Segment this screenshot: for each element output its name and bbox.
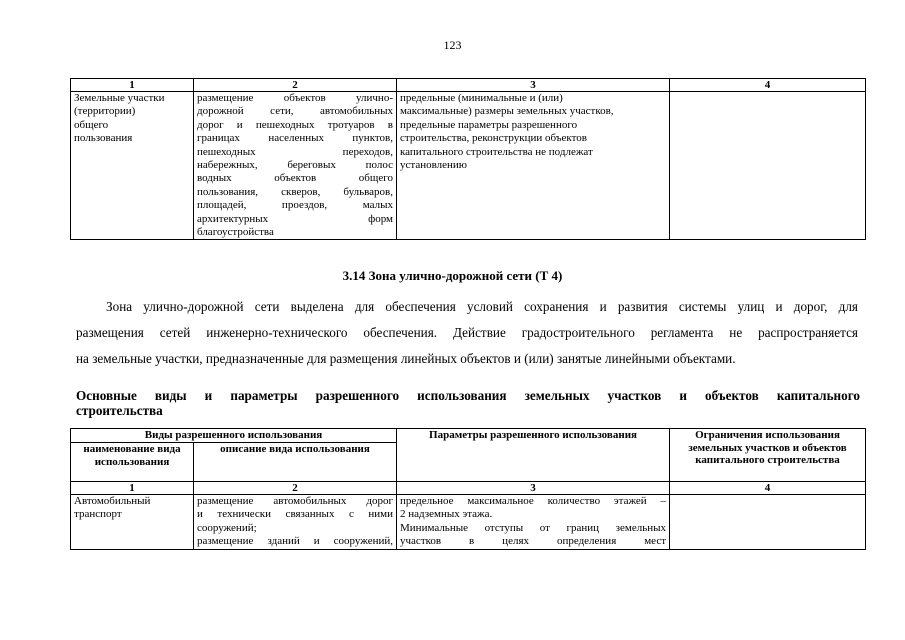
cell-line: размещение зданий и сооружений, bbox=[197, 535, 394, 548]
cell-line: установлению bbox=[400, 159, 468, 172]
paragraph-line: размещения сетей инженерно-технического обеспечения. Действие градостроительного регламента не распространяется bbox=[76, 325, 858, 340]
cell-line: предельные параметры разрешенного bbox=[400, 118, 578, 131]
cell-line: (территории) bbox=[74, 105, 136, 118]
parameters-header: Параметры разрешенного использования bbox=[397, 429, 670, 482]
restrictions-cell bbox=[670, 495, 866, 550]
column-number: 4 bbox=[670, 482, 866, 495]
column-number: 1 bbox=[71, 79, 194, 92]
cell-line: и технически связанных с ними bbox=[197, 508, 394, 521]
cell-line: Земельные участки bbox=[74, 92, 165, 104]
cell-line: пользования, скверов, бульваров, bbox=[197, 185, 393, 198]
cell-line: общего bbox=[74, 118, 109, 131]
use-name-header: наименование вида использования bbox=[71, 443, 194, 482]
column-number: 4 bbox=[670, 79, 866, 92]
heading-line: Основные виды и параметры разрешенного использования земельных участков и объектов капитального bbox=[76, 388, 860, 403]
cell-line: благоустройства bbox=[197, 226, 274, 239]
table-row bbox=[71, 495, 866, 550]
cell-line: предельные (минимальные и (или) bbox=[400, 92, 563, 104]
cell-line: Автомобильный bbox=[74, 495, 151, 507]
table-row bbox=[71, 92, 866, 240]
cell-line: предельное максимальное количество этажей – bbox=[400, 495, 667, 507]
cell-line: размещение объектов улично- bbox=[197, 92, 393, 104]
cell-line: капитального строительства не подлежат bbox=[400, 145, 593, 158]
parameters-cell bbox=[397, 495, 670, 550]
cell-line: дорог и пешеходных тротуаров в bbox=[197, 118, 393, 131]
cell-line: 2 надземных этажа. bbox=[400, 508, 493, 521]
section-heading: 3.14 Зона улично-дорожной сети (Т 4) bbox=[342, 268, 563, 283]
cell-line: пешеходных переходов, bbox=[197, 145, 393, 158]
use-type-name-cell bbox=[71, 92, 194, 240]
cell-line: дорожной сети, автомобильных bbox=[197, 105, 393, 118]
cell-line: набережных, береговых полос bbox=[197, 159, 393, 172]
column-number: 2 bbox=[194, 482, 397, 495]
section-paragraph bbox=[76, 294, 858, 372]
paragraph-line: на земельные участки, предназначенные для размещения линейных объектов и (или) занятые линейными объектами. bbox=[76, 351, 736, 366]
column-number: 3 bbox=[397, 79, 670, 92]
cell-line: пользования bbox=[74, 132, 133, 145]
column-number: 3 bbox=[397, 482, 670, 495]
cell-line: Минимальные отступы от границ земельных bbox=[400, 521, 667, 534]
cell-line: архитектурных форм bbox=[197, 212, 393, 225]
paragraph-line: Зона улично-дорожной сети выделена для обеспечения условий сохранения и развития системы улиц и дорог, для bbox=[106, 299, 858, 314]
uses-group-header: Виды разрешенного использования bbox=[71, 429, 397, 443]
cell-line: участков в целях определения мест bbox=[400, 535, 667, 548]
cell-line: максимальные) размеры земельных участков, bbox=[400, 105, 614, 118]
use-description-header: описание вида использования bbox=[194, 443, 397, 482]
use-type-description-cell bbox=[194, 92, 397, 240]
main-uses-table bbox=[70, 428, 866, 550]
use-type-description-cell bbox=[194, 495, 397, 550]
cell-line: транспорт bbox=[74, 508, 122, 521]
cell-line: площадей, проездов, малых bbox=[197, 199, 393, 212]
cell-line: водных объектов общего bbox=[197, 172, 393, 185]
cell-line: размещение автомобильных дорог bbox=[197, 495, 394, 507]
cell-line: границах населенных пунктов, bbox=[197, 132, 393, 145]
cell-line: сооружений; bbox=[197, 521, 257, 534]
parameters-cell bbox=[397, 92, 670, 240]
column-number: 1 bbox=[71, 482, 194, 495]
use-type-name-cell bbox=[71, 495, 194, 550]
restrictions-cell bbox=[670, 92, 866, 240]
restrictions-header: Ограничения использования земельных участков и объектов капитального строительства bbox=[670, 429, 866, 482]
cell-line: строительства, реконструкции объектов bbox=[400, 132, 587, 145]
column-number: 2 bbox=[194, 79, 397, 92]
heading-line: строительства bbox=[76, 403, 163, 418]
table-heading bbox=[76, 388, 860, 418]
zone-regulations-table-continued bbox=[70, 78, 866, 240]
page-number: 123 bbox=[443, 38, 462, 52]
